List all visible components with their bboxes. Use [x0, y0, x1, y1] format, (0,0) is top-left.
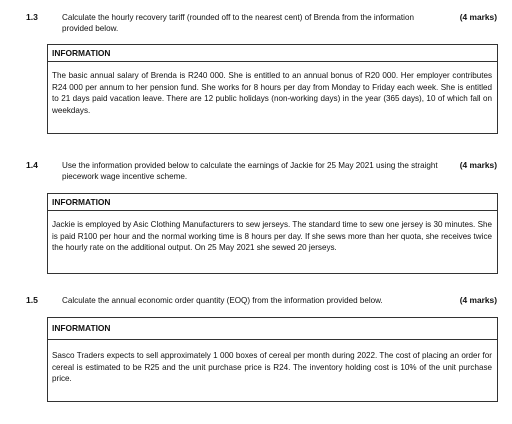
information-heading: INFORMATION	[48, 194, 497, 211]
information-body: The basic annual salary of Brenda is R240 000. She is entitled to an annual bonus of R20 000. Her employer contributes R24 000 per annum to her pension fund. She works for 8 hours per day from Monday to Friday each week. She is entitled to 21 days paid vacation leave. There are 12 public holidays (non-working days) in the year (365 days), 10 of which fall on weekdays.	[52, 71, 492, 115]
question-text: Use the information provided below to calculate the earnings of Jackie for 25 May 2021 using the straight piecework wage incentive scheme.	[62, 161, 438, 181]
information-heading: INFORMATION	[48, 318, 497, 340]
question-marks: (4 marks)	[459, 12, 497, 22]
question-marks: (4 marks)	[459, 160, 497, 170]
information-body: Jackie is employed by Asic Clothing Manufacturers to sew jerseys. The standard time to sew one jersey is 30 minutes. She is paid R100 per hour and the normal working time is 8 hours per day. If she sews more than her quota, she receives twice the hourly rate on the additional output. On 25 May 2021 she sewed 20 jerseys.	[52, 220, 492, 253]
information-box	[47, 44, 498, 134]
question-marks: (4 marks)	[459, 295, 497, 305]
information-box	[47, 193, 498, 274]
question-number: 1.5	[26, 295, 38, 305]
question-number: 1.3	[26, 12, 38, 22]
information-box	[47, 317, 498, 402]
question-text: Calculate the annual economic order quantity (EOQ) from the information provided below.	[62, 296, 383, 305]
information-heading: INFORMATION	[48, 45, 497, 62]
question-text: Calculate the hourly recovery tariff (rounded off to the nearest cent) of Brenda from the information provided below.	[62, 13, 414, 33]
information-body: Sasco Traders expects to sell approximately 1 000 boxes of cereal per month during 2022. The cost of placing an order for cereal is estimated to be R25 and the unit purchase price is R24. The inventory holding cost is 10% of the unit purchase price.	[52, 351, 492, 384]
question-number: 1.4	[26, 160, 38, 170]
